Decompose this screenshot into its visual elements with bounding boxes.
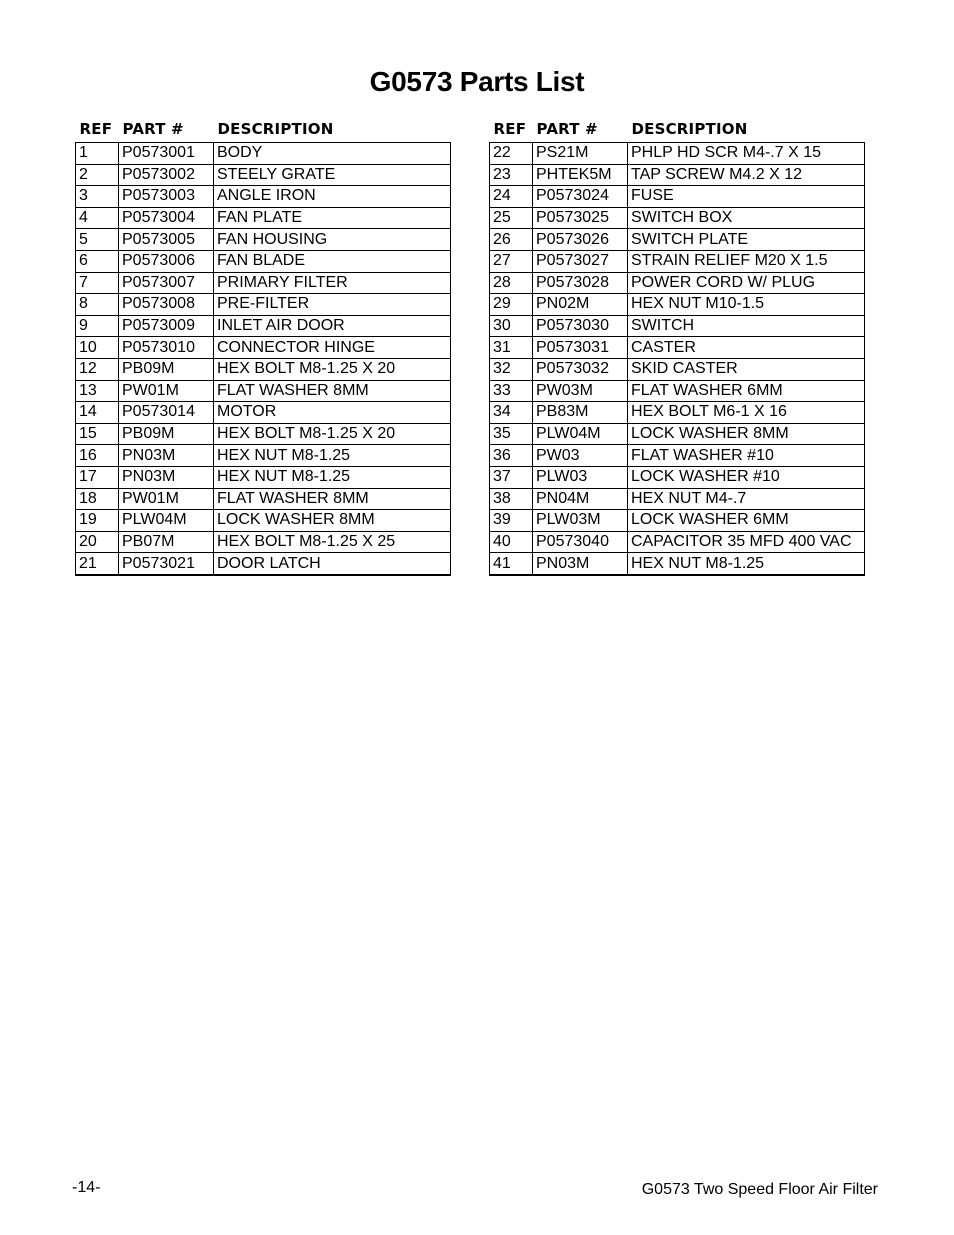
ref-cell: 3 — [76, 186, 119, 208]
part-number-cell: P0573006 — [119, 250, 214, 272]
description-cell: INLET AIR DOOR — [214, 315, 451, 337]
description-cell: HEX NUT M8-1.25 — [214, 466, 451, 488]
description-cell: TAP SCREW M4.2 X 12 — [628, 164, 865, 186]
part-number-cell: P0573025 — [533, 207, 628, 229]
parts-table-right — [489, 120, 865, 576]
table-row — [490, 466, 865, 488]
page-title: G0573 Parts List — [369, 66, 585, 97]
description-cell: DOOR LATCH — [214, 553, 451, 575]
description-cell: HEX BOLT M6-1 X 16 — [628, 402, 865, 424]
description-cell: PRE-FILTER — [214, 294, 451, 316]
part-number-cell: PLW03M — [533, 510, 628, 532]
part-number-cell: P0573010 — [119, 337, 214, 359]
table-row — [76, 510, 451, 532]
table-row — [76, 186, 451, 208]
table-row — [490, 143, 865, 165]
ref-cell: 4 — [76, 207, 119, 229]
table-header-row — [76, 120, 451, 143]
table-row — [76, 553, 451, 575]
table-row — [490, 337, 865, 359]
parts-table-left — [75, 120, 451, 576]
part-number-cell: PW01M — [119, 380, 214, 402]
part-number-cell: P0573002 — [119, 164, 214, 186]
description-cell: CASTER — [628, 337, 865, 359]
description-cell: FUSE — [628, 186, 865, 208]
part-number-cell: P0573001 — [119, 143, 214, 165]
table-row — [490, 229, 865, 251]
ref-cell: 32 — [490, 358, 533, 380]
description-cell: MOTOR — [214, 402, 451, 424]
description-cell: SWITCH BOX — [628, 207, 865, 229]
part-number-cell: P0573024 — [533, 186, 628, 208]
part-number-cell: P0573040 — [533, 531, 628, 553]
part-number-header: PART # — [536, 120, 598, 138]
table-row — [76, 466, 451, 488]
table-row — [490, 250, 865, 272]
description-cell: HEX NUT M4-.7 — [628, 488, 865, 510]
ref-cell: 37 — [490, 466, 533, 488]
page-number: -14- — [72, 1179, 101, 1196]
description-cell: LOCK WASHER 6MM — [628, 510, 865, 532]
description-cell: HEX BOLT M8-1.25 X 20 — [214, 423, 451, 445]
table-row — [76, 250, 451, 272]
part-number-cell: P0573031 — [533, 337, 628, 359]
table-row — [76, 272, 451, 294]
ref-cell: 8 — [76, 294, 119, 316]
table-row — [76, 402, 451, 424]
part-number-cell: P0573028 — [533, 272, 628, 294]
ref-cell: 25 — [490, 207, 533, 229]
ref-cell: 41 — [490, 553, 533, 575]
description-cell: FLAT WASHER #10 — [628, 445, 865, 467]
ref-cell: 29 — [490, 294, 533, 316]
description-cell: POWER CORD W/ PLUG — [628, 272, 865, 294]
table-row — [76, 488, 451, 510]
ref-cell: 31 — [490, 337, 533, 359]
ref-cell: 40 — [490, 531, 533, 553]
description-cell: FAN BLADE — [214, 250, 451, 272]
part-number-cell: PB09M — [119, 423, 214, 445]
description-header: DESCRIPTION — [217, 120, 334, 138]
ref-cell: 15 — [76, 423, 119, 445]
description-cell: FAN HOUSING — [214, 229, 451, 251]
ref-header: REF — [79, 120, 113, 138]
part-number-header: PART # — [122, 120, 184, 138]
part-number-cell: PLW03 — [533, 466, 628, 488]
description-cell: LOCK WASHER #10 — [628, 466, 865, 488]
part-number-cell: P0573003 — [119, 186, 214, 208]
description-cell: FLAT WASHER 8MM — [214, 380, 451, 402]
part-number-cell: PB09M — [119, 358, 214, 380]
description-cell: SKID CASTER — [628, 358, 865, 380]
ref-cell: 18 — [76, 488, 119, 510]
part-number-cell: P0573008 — [119, 294, 214, 316]
description-cell: LOCK WASHER 8MM — [214, 510, 451, 532]
description-cell: HEX NUT M10-1.5 — [628, 294, 865, 316]
part-number-cell: PW03M — [533, 380, 628, 402]
ref-cell: 21 — [76, 553, 119, 575]
description-cell: LOCK WASHER 8MM — [628, 423, 865, 445]
part-number-cell: PN04M — [533, 488, 628, 510]
table-row — [490, 510, 865, 532]
part-number-cell: PN03M — [119, 445, 214, 467]
table-row — [490, 294, 865, 316]
table-row — [76, 358, 451, 380]
ref-cell: 17 — [76, 466, 119, 488]
part-number-cell: PB83M — [533, 402, 628, 424]
ref-cell: 20 — [76, 531, 119, 553]
part-number-cell: P0573032 — [533, 358, 628, 380]
table-row — [76, 337, 451, 359]
part-number-cell: P0573004 — [119, 207, 214, 229]
ref-cell: 5 — [76, 229, 119, 251]
part-number-cell: P0573027 — [533, 250, 628, 272]
part-number-cell: P0573009 — [119, 315, 214, 337]
table-row — [76, 315, 451, 337]
part-number-cell: PN03M — [533, 553, 628, 575]
ref-cell: 33 — [490, 380, 533, 402]
ref-cell: 26 — [490, 229, 533, 251]
table-row — [490, 402, 865, 424]
table-row — [490, 272, 865, 294]
ref-cell: 28 — [490, 272, 533, 294]
ref-cell: 34 — [490, 402, 533, 424]
part-number-cell: P0573014 — [119, 402, 214, 424]
description-cell: PRIMARY FILTER — [214, 272, 451, 294]
description-cell: SWITCH — [628, 315, 865, 337]
ref-cell: 10 — [76, 337, 119, 359]
ref-header: REF — [493, 120, 527, 138]
ref-cell: 35 — [490, 423, 533, 445]
ref-cell: 27 — [490, 250, 533, 272]
parts-table-left-body — [76, 143, 451, 575]
ref-cell: 14 — [76, 402, 119, 424]
part-number-cell: PN02M — [533, 294, 628, 316]
ref-cell: 39 — [490, 510, 533, 532]
part-number-cell: PHTEK5M — [533, 164, 628, 186]
table-row — [490, 207, 865, 229]
description-cell: STEELY GRATE — [214, 164, 451, 186]
part-number-cell: PLW04M — [533, 423, 628, 445]
part-number-cell: PN03M — [119, 466, 214, 488]
ref-cell: 30 — [490, 315, 533, 337]
ref-cell: 12 — [76, 358, 119, 380]
part-number-cell: PW01M — [119, 488, 214, 510]
ref-cell: 9 — [76, 315, 119, 337]
table-row — [76, 207, 451, 229]
table-row — [490, 315, 865, 337]
part-number-cell: P0573030 — [533, 315, 628, 337]
description-cell: PHLP HD SCR M4-.7 X 15 — [628, 143, 865, 165]
table-row — [490, 553, 865, 575]
table-row — [490, 423, 865, 445]
table-row — [490, 488, 865, 510]
ref-cell: 38 — [490, 488, 533, 510]
part-number-cell: PW03 — [533, 445, 628, 467]
description-cell: FLAT WASHER 6MM — [628, 380, 865, 402]
description-cell: HEX NUT M8-1.25 — [214, 445, 451, 467]
ref-cell: 23 — [490, 164, 533, 186]
table-row — [490, 531, 865, 553]
part-number-cell: P0573007 — [119, 272, 214, 294]
ref-cell: 6 — [76, 250, 119, 272]
table-row — [490, 445, 865, 467]
table-row — [490, 358, 865, 380]
table-row — [76, 445, 451, 467]
part-number-cell: P0573005 — [119, 229, 214, 251]
ref-cell: 36 — [490, 445, 533, 467]
ref-cell: 2 — [76, 164, 119, 186]
description-header: DESCRIPTION — [631, 120, 748, 138]
part-number-cell: PS21M — [533, 143, 628, 165]
part-number-cell: PLW04M — [119, 510, 214, 532]
ref-cell: 16 — [76, 445, 119, 467]
part-number-cell: P0573026 — [533, 229, 628, 251]
manual-title: G0573 Two Speed Floor Air Filter — [641, 1181, 878, 1198]
description-cell: STRAIN RELIEF M20 X 1.5 — [628, 250, 865, 272]
table-row — [490, 164, 865, 186]
description-cell: CAPACITOR 35 MFD 400 VAC — [628, 531, 865, 553]
description-cell: CONNECTOR HINGE — [214, 337, 451, 359]
table-row — [76, 294, 451, 316]
ref-cell: 19 — [76, 510, 119, 532]
table-row — [76, 531, 451, 553]
ref-cell: 1 — [76, 143, 119, 165]
part-number-cell: P0573021 — [119, 553, 214, 575]
description-cell: HEX NUT M8-1.25 — [628, 553, 865, 575]
table-row — [76, 229, 451, 251]
table-header-row — [490, 120, 865, 143]
description-cell: FLAT WASHER 8MM — [214, 488, 451, 510]
description-cell: HEX BOLT M8-1.25 X 25 — [214, 531, 451, 553]
ref-cell: 24 — [490, 186, 533, 208]
table-row — [490, 186, 865, 208]
description-cell: SWITCH PLATE — [628, 229, 865, 251]
table-row — [76, 423, 451, 445]
ref-cell: 22 — [490, 143, 533, 165]
table-row — [76, 164, 451, 186]
table-row — [490, 380, 865, 402]
description-cell: FAN PLATE — [214, 207, 451, 229]
description-cell: HEX BOLT M8-1.25 X 20 — [214, 358, 451, 380]
ref-cell: 13 — [76, 380, 119, 402]
description-cell: ANGLE IRON — [214, 186, 451, 208]
part-number-cell: PB07M — [119, 531, 214, 553]
parts-table-right-body — [490, 143, 865, 575]
description-cell: BODY — [214, 143, 451, 165]
ref-cell: 7 — [76, 272, 119, 294]
table-row — [76, 143, 451, 165]
table-row — [76, 380, 451, 402]
